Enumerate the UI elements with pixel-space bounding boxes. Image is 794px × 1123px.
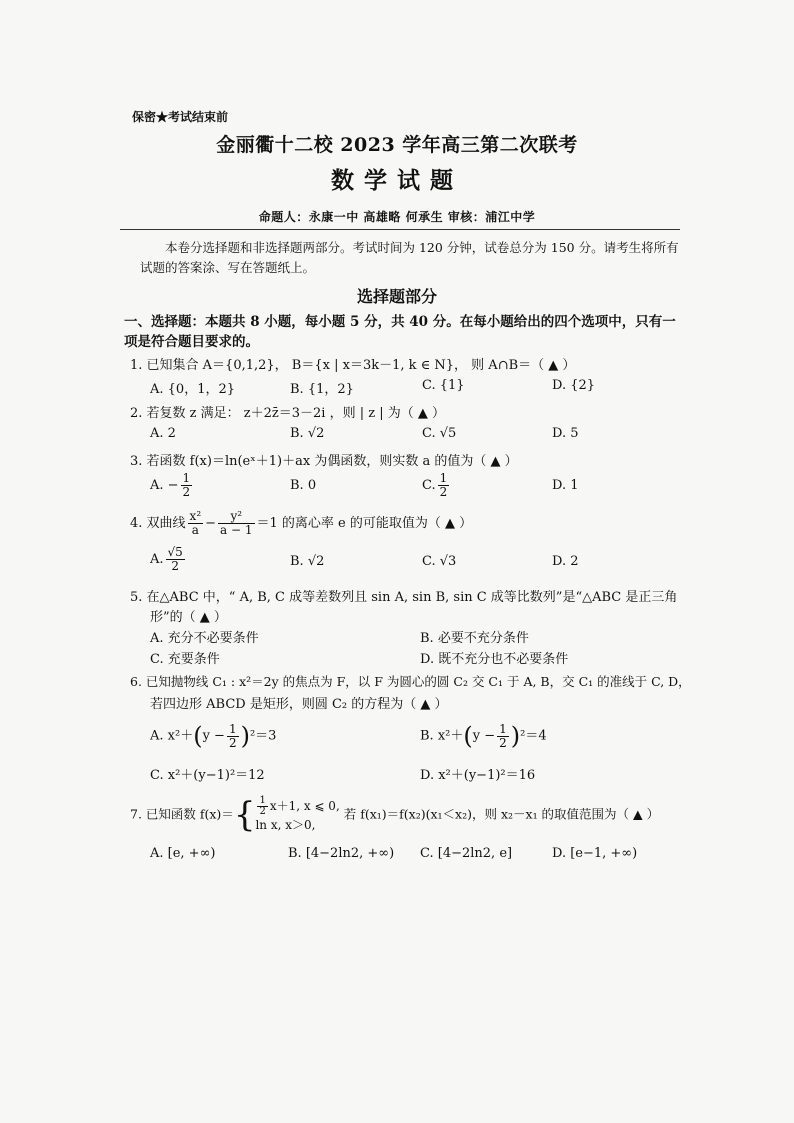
question-3-option-c <box>422 472 451 499</box>
numerator: x² <box>189 509 202 523</box>
case-1-rest: x＋1, x ⩽ 0, <box>269 799 340 813</box>
question-1-option-c: C. {1} <box>422 378 465 393</box>
section-one-heading: 一、选择题：本题共 8 小题，每小题 5 分，共 40 分。在每小题给出的四个选项中，只有一项是符合题目要求的。 <box>124 314 676 350</box>
exam-subject: 数学试题 <box>331 167 463 194</box>
question-7-stem <box>130 796 659 834</box>
fraction <box>497 723 509 750</box>
question-1-option-d: D. {2} <box>552 378 596 393</box>
fraction <box>438 472 450 499</box>
left-brace: { <box>233 795 256 835</box>
denominator: 2 <box>439 485 448 499</box>
question-4-option-c: C. √3 <box>422 554 457 569</box>
denominator: 2 <box>182 485 191 499</box>
option-prefix: B. x²＋ <box>420 728 464 744</box>
fraction-x <box>188 510 204 537</box>
right-paren: ) <box>240 722 250 750</box>
question-6-stem-line1: 6. 已知抛物线 C₁ : x²＝2y 的焦点为 F，以 F 为圆心的圆 C₂ 交 C₁ 于 A, B，交 C₁ 的准线于 C, D， <box>130 674 691 689</box>
question-2-option-a: A. 2 <box>150 426 176 441</box>
question-2-stem: 2. 若复数 z 满足： z＋2z̄＝3－2i ，则 | z | 为（ ▲ ） <box>130 406 445 421</box>
option-prefix: A. x²＋ <box>150 728 194 744</box>
question-5-stem-line1: 5. 在△ABC 中，“ A, B, C 成等差数列且 sin A, sin B, sin C 成等比数列”是“△ABC 是正三角 <box>130 590 678 605</box>
question-2-option-d: D. 5 <box>552 426 579 441</box>
fraction <box>227 723 239 750</box>
question-6-stem-line2: 若四边形 ABCD 是矩形，则圆 C₂ 的方程为（ ▲ ） <box>150 697 448 712</box>
option-suffix: ²＝4 <box>520 728 547 744</box>
minus-sign: − <box>205 516 217 531</box>
numerator: √5 <box>167 545 183 559</box>
question-6-option-c: C. x²＋(y−1)²＝12 <box>150 768 265 783</box>
right-paren: ) <box>510 722 521 750</box>
piecewise-cases <box>255 796 339 834</box>
fraction-y <box>218 510 254 537</box>
option-prefix: A. − <box>150 478 179 493</box>
exam-title: 金丽衢十二校 2023 学年高三第二次联考 <box>216 134 578 156</box>
left-paren: ( <box>193 722 203 750</box>
question-1-option-a: A. {0，1，2} <box>150 382 236 397</box>
question-3-stem: 3. 若函数 f(x)＝ln(eˣ＋1)＋ax 为偶函数，则实数 a 的值为（ ▲ ） <box>130 454 518 469</box>
numerator: 1 <box>182 471 191 485</box>
question-7-option-b: B. [4−2ln2, +∞) <box>288 846 395 861</box>
stem-suffix: ＝1 的离心率 e 的可能取值为（ ▲ ） <box>256 516 473 531</box>
option-suffix: ²＝3 <box>249 728 277 744</box>
option-prefix: A. <box>150 552 164 567</box>
question-4-option-b: B. √2 <box>290 554 325 569</box>
question-5-option-d: D. 既不充分也不必要条件 <box>420 652 569 667</box>
denominator: 2 <box>499 735 507 750</box>
denominator: 2 <box>259 806 266 817</box>
question-5-option-c: C. 充要条件 <box>150 652 220 667</box>
option-prefix: C. <box>422 478 436 493</box>
stem-prefix: 7. 已知函数 f(x)＝ <box>130 806 234 822</box>
numerator: 1 <box>499 721 507 736</box>
confidential-label: 保密★考试结束前 <box>132 110 229 124</box>
fraction <box>257 796 267 817</box>
exam-authors: 命题人：永康一中 高雄略 何承生 审核：浦江中学 <box>258 210 536 224</box>
question-5-option-b: B. 必要不充分条件 <box>420 631 529 646</box>
question-7-option-c: C. [4−2ln2, e] <box>420 846 513 861</box>
question-1-option-b: B. {1，2} <box>290 382 354 397</box>
question-6-option-b <box>420 722 547 750</box>
question-3-option-a <box>150 472 194 499</box>
numerator: 1 <box>259 795 266 806</box>
left-paren: ( <box>463 722 473 750</box>
numerator: y² <box>218 510 254 524</box>
denominator: a <box>191 523 199 537</box>
numerator: 1 <box>439 471 448 485</box>
part-title: 选择题部分 <box>356 287 437 306</box>
question-5-option-a: A. 充分不必要条件 <box>150 631 259 646</box>
fraction <box>181 472 193 499</box>
question-4-option-d: D. 2 <box>552 554 579 569</box>
fraction <box>166 546 185 573</box>
case-1 <box>255 796 339 817</box>
question-1-stem: 1. 已知集合 A＝{0,1,2}， B＝{x | x＝3k－1, k ∈ N}， 则 A∩B＝（ ▲ ） <box>130 358 576 373</box>
question-7-option-a: A. [e, +∞) <box>150 846 216 861</box>
denominator: a − 1 <box>220 523 253 537</box>
denominator: 2 <box>228 735 237 750</box>
question-7-option-d: D. [e−1, +∞) <box>552 846 638 861</box>
question-2-option-b: B. √2 <box>290 426 325 441</box>
question-3-option-b: B. 0 <box>290 478 317 493</box>
question-5-stem-line2: 形”的（ ▲ ） <box>150 610 227 625</box>
question-4-stem <box>130 510 472 537</box>
paren-inner: y − <box>202 728 225 744</box>
case-2: ln x, x＞0, <box>255 818 316 832</box>
question-3-option-d: D. 1 <box>552 478 579 493</box>
denominator: 2 <box>171 559 179 573</box>
question-6-option-d: D. x²＋(y−1)²＝16 <box>420 768 536 783</box>
question-2-option-c: C. √5 <box>422 426 457 441</box>
stem-prefix: 4. 双曲线 <box>130 516 186 531</box>
numerator: 1 <box>228 721 237 736</box>
exam-instructions: 本卷分选择题和非选择题两部分。考试时间为 120 分钟，试卷总分为 150 分。请考生将所有试题的答案涂、写在答题纸上。 <box>140 240 679 275</box>
paren-inner: y − <box>472 728 496 744</box>
divider <box>120 229 680 230</box>
stem-suffix: 若 f(x₁)＝f(x₂)(x₁＜x₂)，则 x₂－x₁ 的取值范围为（ ▲ ） <box>343 806 660 822</box>
question-4-option-a <box>150 546 187 573</box>
question-6-option-a <box>150 722 276 750</box>
